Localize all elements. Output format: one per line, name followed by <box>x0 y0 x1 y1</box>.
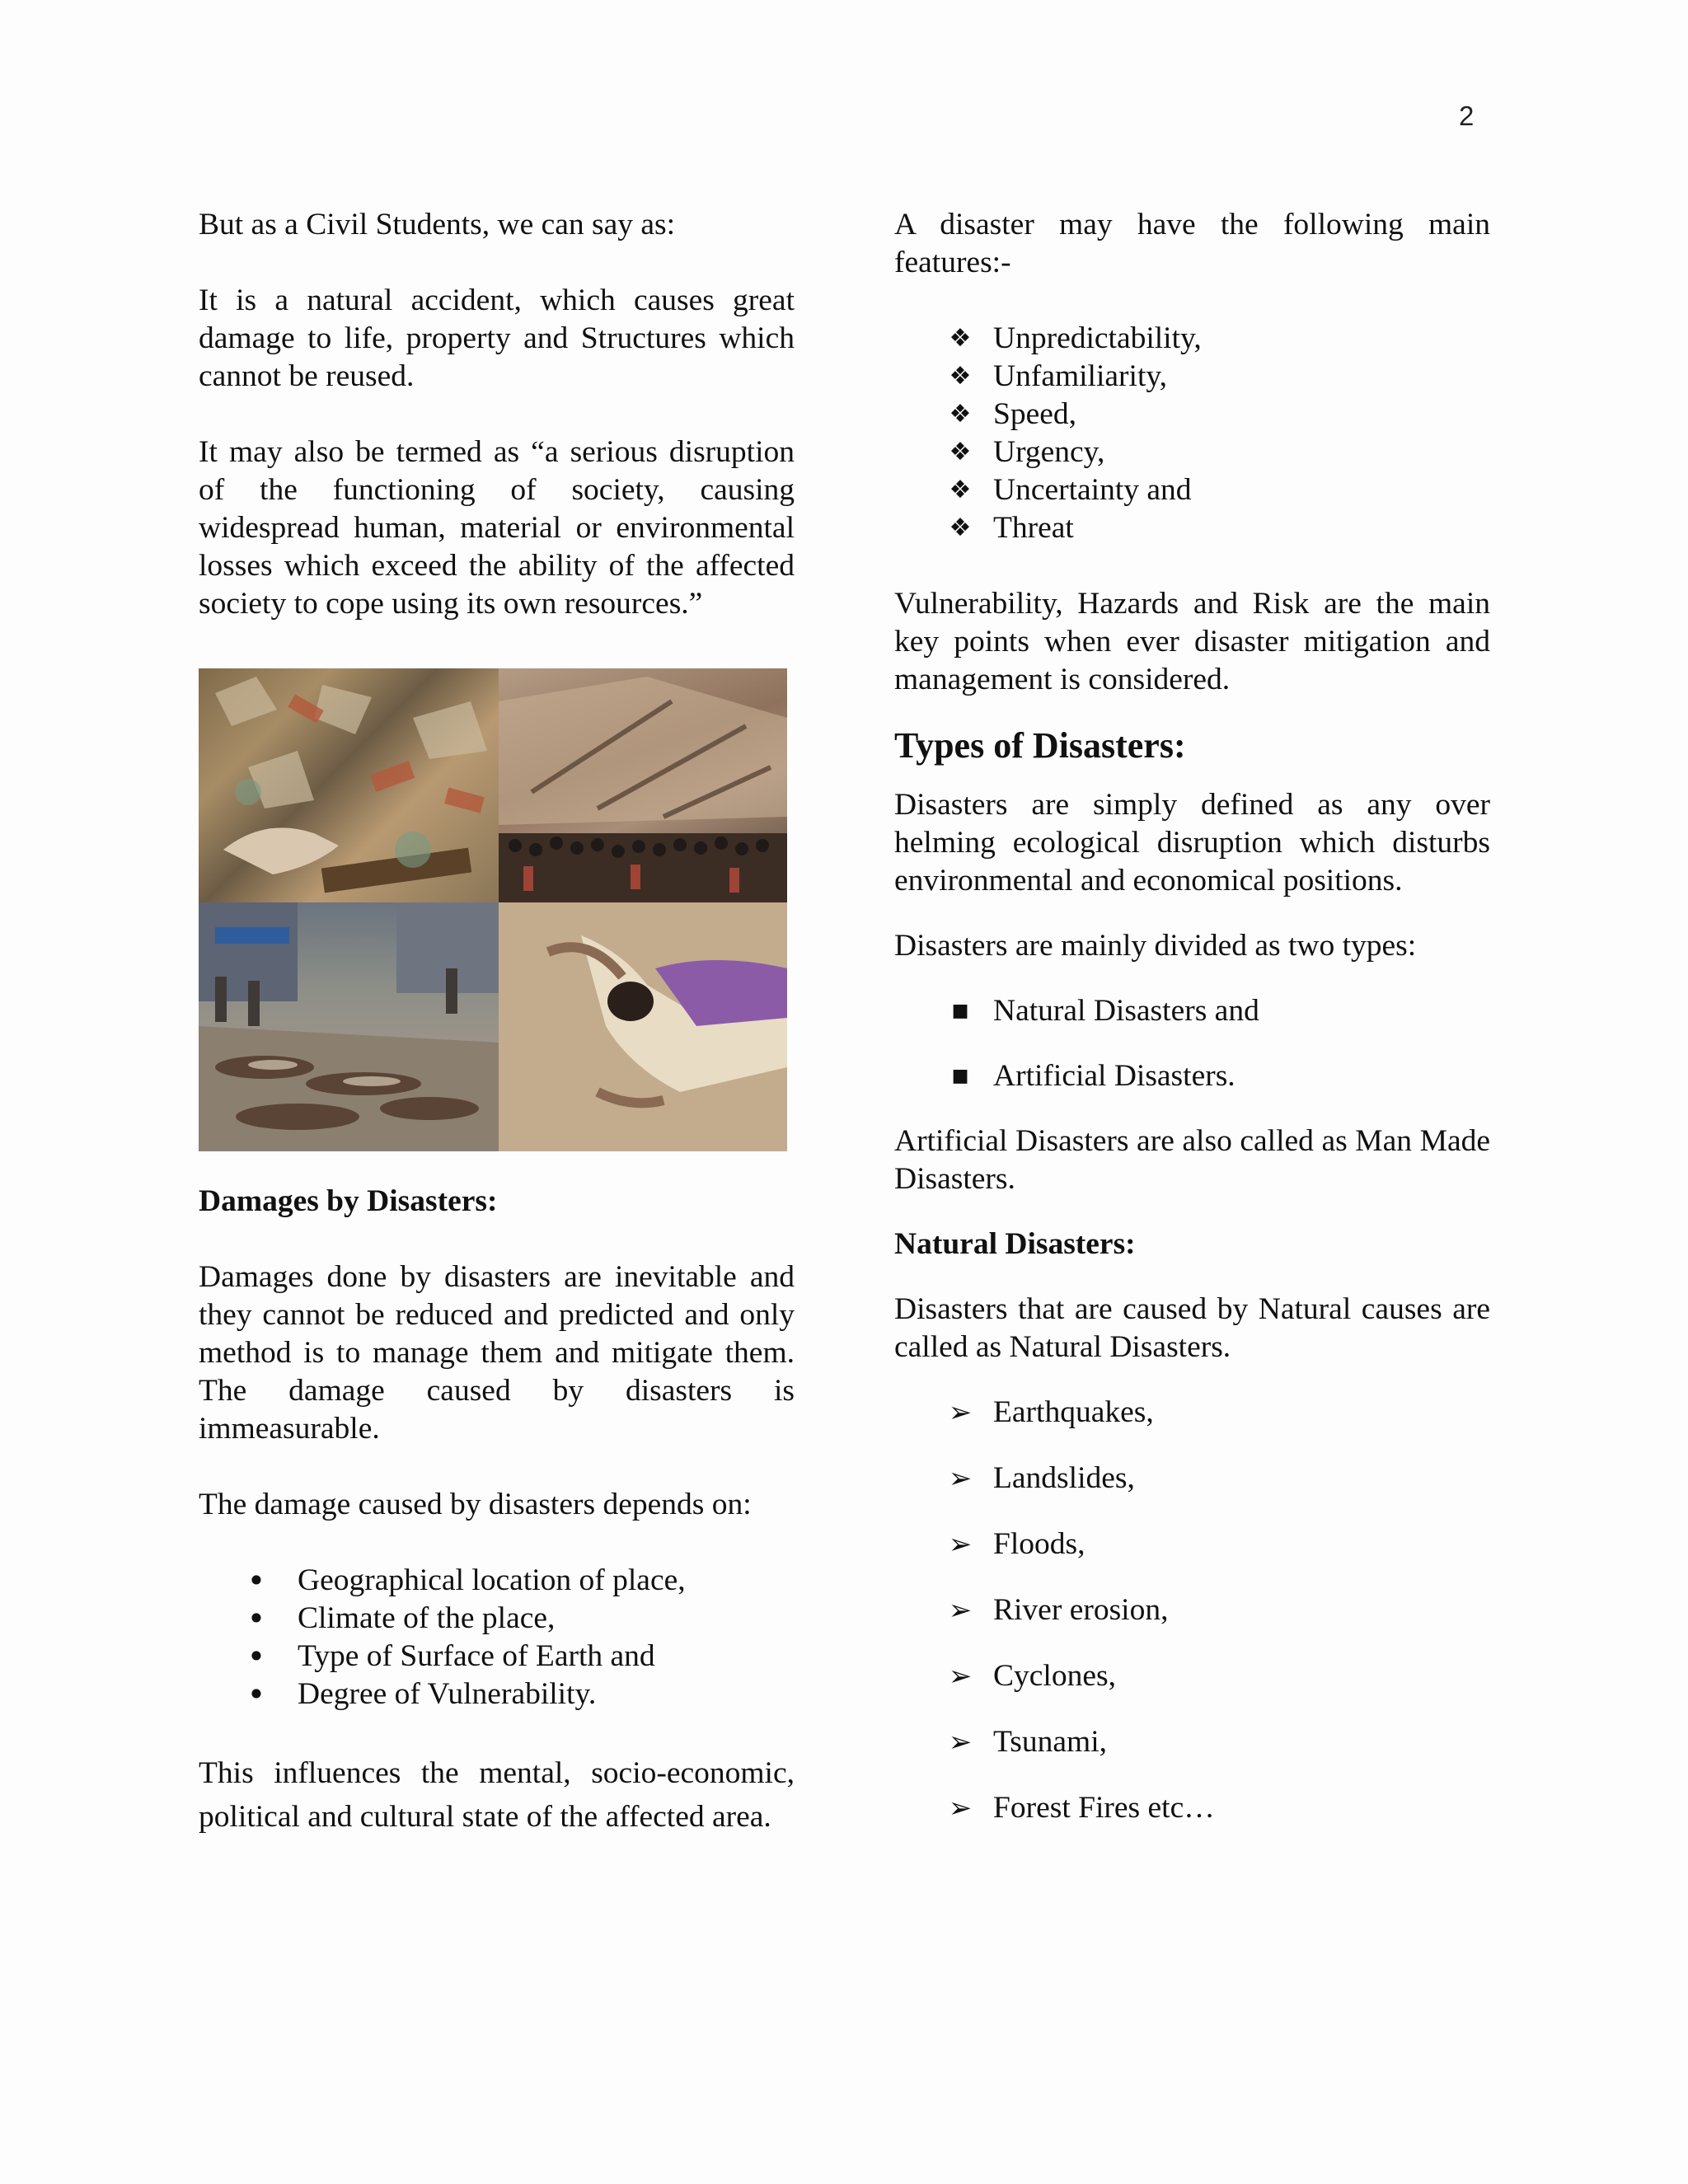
list-item: ❖ Uncertainty and <box>894 471 1490 509</box>
list-item: ❖ Unpredictability, <box>894 320 1490 358</box>
diamond-bullet-icon: ❖ <box>949 400 972 429</box>
bullet-dot-icon: • <box>246 1563 266 1599</box>
natural-definition: Disasters that are caused by Natural causes are called as Natural Disasters. <box>894 1292 1490 1364</box>
depends-list <box>199 1562 795 1713</box>
diamond-bullet-icon: ❖ <box>949 476 972 504</box>
list-item: • Degree of Vulnerability. <box>199 1675 795 1713</box>
features-intro: A disaster may have the following main features:- <box>894 208 1490 279</box>
bullet-dot-icon: • <box>246 1638 266 1675</box>
arrow-bullet-icon: ➢ <box>948 1660 973 1693</box>
key-points-paragraph: Vulnerability, Hazards and Risk are the main key points when ever disaster mitigation and management is considered. <box>894 587 1490 696</box>
list-item: • Geographical location of place, <box>199 1562 795 1600</box>
diamond-bullet-icon: ❖ <box>949 438 972 466</box>
list-item: • Climate of the place, <box>199 1600 795 1638</box>
influence-paragraph: This influences the mental, socio-economic, political and cultural state of the affected area. <box>199 1756 795 1834</box>
definition-paragraph-2: It may also be termed as “a serious disruption of the functioning of society, causing widespread human, material or environmental losses which exceed the ability of the affected society to cope using its own resources.” <box>199 435 795 621</box>
square-bullet-icon: ■ <box>951 1001 969 1021</box>
types-intro: Disasters are mainly divided as two types: <box>894 929 1417 963</box>
list-item: ➢ Floods, <box>894 1526 1490 1563</box>
list-item: ❖ Urgency, <box>894 434 1490 471</box>
depends-intro: The damage caused by disasters depends on: <box>199 1488 752 1521</box>
damages-heading: Damages by Disasters: <box>199 1184 498 1218</box>
types-definition: Disasters are simply defined as any over helming ecological disruption which disturbs environmental and economical positions. <box>894 788 1490 898</box>
arrow-bullet-icon: ➢ <box>948 1528 973 1561</box>
list-item: ➢ River erosion, <box>894 1591 1490 1629</box>
arrow-bullet-icon: ➢ <box>948 1396 973 1429</box>
list-item: • Type of Surface of Earth and <box>199 1638 795 1675</box>
left-column <box>199 206 795 1839</box>
types-list <box>894 992 1490 1095</box>
photo-grieving-woman <box>499 902 787 1151</box>
intro-text: But as a Civil Students, we can say as: <box>199 208 676 241</box>
bullet-dot-icon: • <box>246 1601 266 1637</box>
square-bullet-icon: ■ <box>951 1066 969 1086</box>
photo-street-aftermath <box>199 902 499 1151</box>
damages-paragraph: Damages done by disasters are inevitable and they cannot be reduced and predicted and only method is to manage them and mitigate them. The damage caused by disasters is immeasurable. <box>199 1260 795 1446</box>
photo-rubble-hand <box>199 668 499 902</box>
page-number: 2 <box>1459 101 1475 131</box>
definition-paragraph-1: It is a natural accident, which causes great damage to life, property and Structures which cannot be reused. <box>199 284 795 393</box>
diamond-bullet-icon: ❖ <box>949 324 972 353</box>
list-item: ➢ Forest Fires etc… <box>894 1789 1490 1827</box>
list-item: ■ Artificial Disasters. <box>894 1057 1490 1095</box>
natural-heading: Natural Disasters: <box>894 1227 1136 1261</box>
disaster-photo-collage <box>199 668 787 1151</box>
right-column <box>894 206 1490 1855</box>
bullet-dot-icon: • <box>246 1676 266 1713</box>
types-heading: Types of Disasters: <box>894 725 1186 766</box>
arrow-bullet-icon: ➢ <box>948 1726 973 1759</box>
list-item: ❖ Threat <box>894 509 1490 547</box>
list-item: ■ Natural Disasters and <box>894 992 1490 1030</box>
natural-disasters-list <box>894 1394 1490 1827</box>
list-item: ➢ Tsunami, <box>894 1723 1490 1761</box>
arrow-bullet-icon: ➢ <box>948 1594 973 1627</box>
list-item: ❖ Unfamiliarity, <box>894 358 1490 396</box>
diamond-bullet-icon: ❖ <box>949 513 972 542</box>
list-item: ➢ Landslides, <box>894 1460 1490 1497</box>
list-item: ➢ Earthquakes, <box>894 1394 1490 1432</box>
photo-collapsed-building <box>499 668 787 902</box>
list-item: ❖ Speed, <box>894 396 1490 434</box>
arrow-bullet-icon: ➢ <box>948 1792 973 1825</box>
features-list <box>894 320 1490 547</box>
diamond-bullet-icon: ❖ <box>949 362 972 391</box>
artificial-note: Artificial Disasters are also called as Man Made Disasters. <box>894 1124 1490 1196</box>
arrow-bullet-icon: ➢ <box>948 1462 973 1495</box>
list-item: ➢ Cyclones, <box>894 1657 1490 1695</box>
